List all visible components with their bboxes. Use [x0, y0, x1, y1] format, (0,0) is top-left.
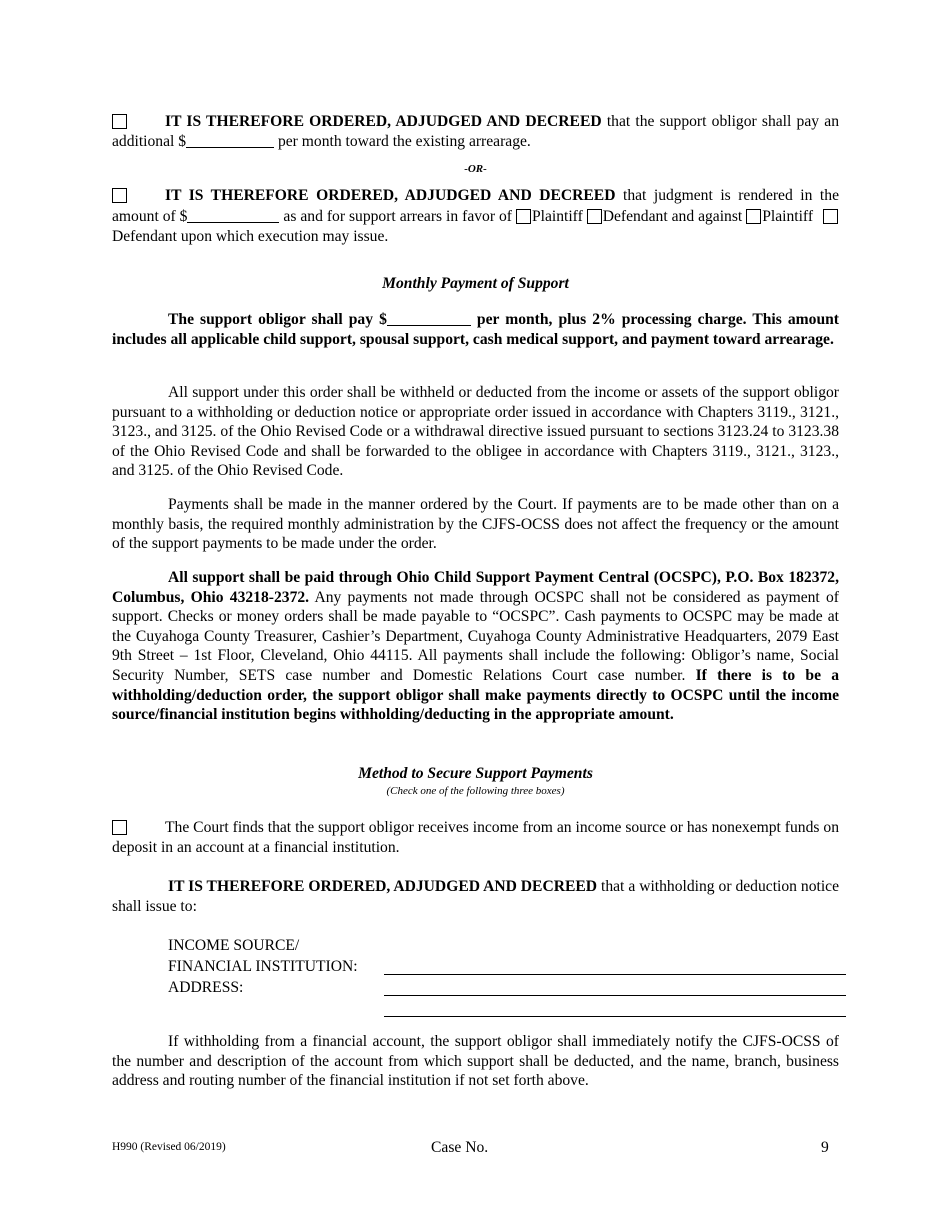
order-judgment-bold: IT IS THEREFORE ORDERED, ADJUDGED AND DECREED: [165, 187, 616, 204]
notify-text: If withholding from a financial account, the support obligor shall immediately notify the CJFS-OCSS of the number and description of the account from which support shall be deducted, and the name, branch, business address and routing number of the financial institution if not set forth above.: [112, 1033, 839, 1090]
additional-amount-blank[interactable]: [186, 133, 274, 148]
judgment-amount-blank[interactable]: [187, 208, 279, 223]
monthly-payment-text-2: per month, plus 2% processing charge. This amount includes all applicable child support, spousal support, cash medical support, and payment toward arrearage.: [112, 311, 839, 348]
ocspc-paragraph: [112, 568, 839, 725]
form-id: H990 (Revised 06/2019): [112, 1141, 226, 1153]
address-line-1[interactable]: [384, 995, 846, 996]
order-additional-text: that the support obligor shall pay an additional $: [112, 113, 839, 150]
payments-text: Payments shall be made in the manner ordered by the Court. If payments are to be made other than on a monthly basis, the required monthly administration by the CJFS-OCSS does not affect the frequency or the amount of the support payments to be made under the order.: [112, 496, 839, 553]
financial-institution-label: FINANCIAL INSTITUTION:: [168, 958, 358, 975]
court-finds-text: The Court finds that the support obligor receives income from an income source or has nonexempt funds on deposit in an account at a financial institution.: [112, 819, 839, 856]
favor-plaintiff-label: Plaintiff: [531, 207, 587, 225]
address-label: ADDRESS:: [168, 979, 244, 996]
order-withholding-text: that a withholding or deduction notice shall issue to:: [112, 878, 839, 915]
order-additional-text-2: per month toward the existing arrearage.: [274, 132, 531, 150]
order-additional-bold: IT IS THEREFORE ORDERED, ADJUDGED AND DECREED: [165, 113, 602, 130]
order-judgment: [112, 186, 839, 248]
order-additional-arrearage: [112, 112, 839, 151]
or-divider: -OR-: [464, 163, 487, 175]
monthly-payment-text-1: The support obligor shall pay $: [168, 311, 387, 328]
favor-defendant-label: Defendant and against: [602, 207, 747, 225]
favor-defendant-checkbox[interactable]: [587, 209, 602, 224]
payments-paragraph: [112, 495, 839, 554]
against-defendant-checkbox[interactable]: [823, 209, 838, 224]
against-plaintiff-label: Plaintiff: [762, 207, 817, 225]
monthly-payment-heading: Monthly Payment of Support: [382, 275, 569, 292]
favor-plaintiff-checkbox[interactable]: [516, 209, 531, 224]
order-withholding-bold: IT IS THEREFORE ORDERED, ADJUDGED AND DECREED: [168, 878, 598, 895]
monthly-payment-paragraph: [112, 310, 839, 349]
court-finds-paragraph: [112, 818, 839, 857]
against-plaintiff-checkbox[interactable]: [746, 209, 761, 224]
additional-arrearage-checkbox[interactable]: [112, 114, 127, 129]
order-withholding-paragraph: [112, 877, 839, 916]
address-line-2[interactable]: [384, 1016, 846, 1017]
judgment-checkbox[interactable]: [112, 188, 127, 203]
case-number-label: Case No.: [431, 1139, 489, 1156]
against-defendant-label: Defendant upon which execution may issue.: [112, 228, 389, 245]
withholding-paragraph: [112, 383, 839, 481]
monthly-amount-blank[interactable]: [387, 311, 471, 326]
method-heading: Method to Secure Support Payments: [358, 765, 593, 782]
income-source-label: INCOME SOURCE/: [168, 937, 300, 954]
ocspc-bold-2: If there is to be a withholding/deduction order, the support obligor shall make payments directly to OCSPC until the income source/financial institution begins withholding/deducting in the appropriate amount.: [112, 666, 839, 724]
ocspc-bold-1: All support shall be paid through Ohio Child Support Payment Central (OCSPC), P.O. Box 182372, Columbus, Ohio 43218-2372.: [112, 569, 839, 606]
method-subheading: (Check one of the following three boxes): [386, 785, 565, 797]
ocspc-text: Any payments not made through OCSPC shall not be considered as payment of support. Checks or money orders shall be made payable to “OCSPC”. Cash payments to OCSPC may be made at the Cuyahoga County Treasurer, Cashier’s Department, Cuyahoga County Administrative Headquarters, 2079 East 9th Street – 1st Floor, Cleveland, Ohio 44115. All payments shall include the following: Obligor’s name, Social Security Number, SETS case number and Domestic Relations Court case number.: [112, 588, 839, 684]
income-source-fields: [168, 935, 358, 998]
court-finds-checkbox[interactable]: [112, 820, 127, 835]
order-judgment-text-2: as and for support arrears in favor of: [279, 207, 516, 225]
withholding-text: All support under this order shall be withheld or deducted from the income or assets of the support obligor pursuant to a withholding or deduction notice or appropriate order issued in accordance with Chapters 3119., 3121., 3123., and 3125. of the Ohio Revised Code or a withdrawal directive issued pursuant to sections 3123.24 to 3123.38 of the Ohio Revised Code and shall be forwarded to the obligee in accordance with Chapters 3119., 3121., 3123., and 3125. of the Ohio Revised Code.: [112, 384, 839, 480]
financial-institution-line[interactable]: [384, 974, 846, 975]
notify-paragraph: [112, 1032, 839, 1091]
page-number: 9: [821, 1139, 829, 1156]
order-judgment-text-1: that judgment is rendered in the amount of $: [112, 187, 839, 225]
